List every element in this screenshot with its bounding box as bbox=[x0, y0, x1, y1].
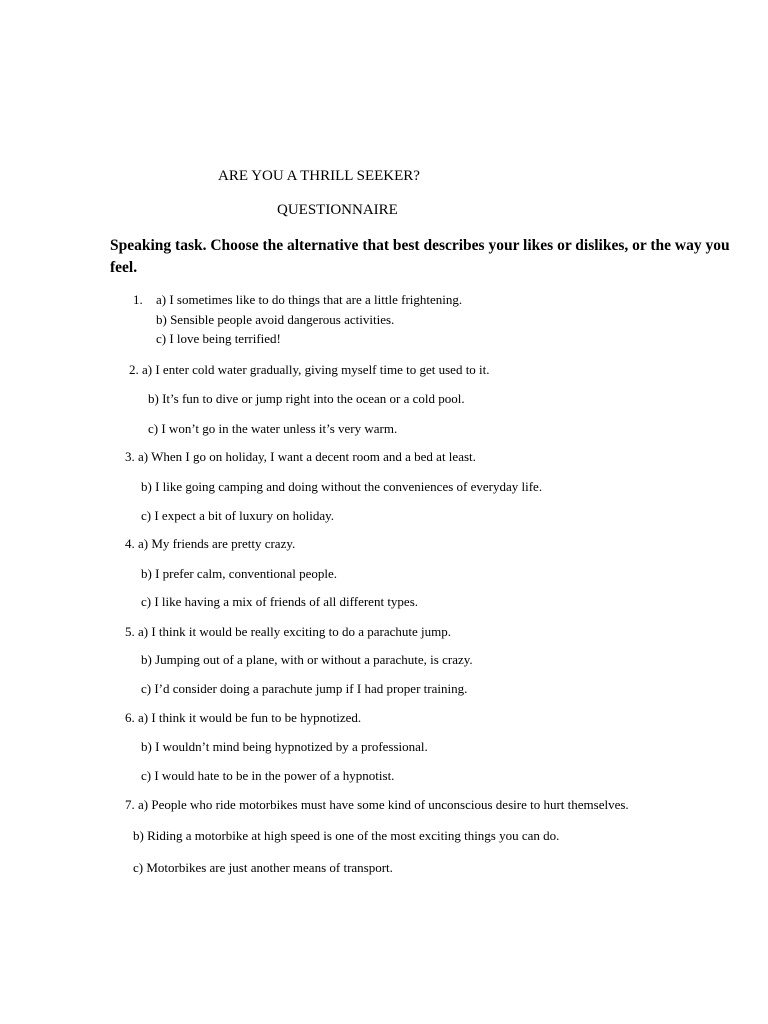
q7-option-b: b) Riding a motorbike at high speed is one of the most exciting things you can do. bbox=[133, 828, 560, 843]
q2-option-b: b) It’s fun to dive or jump right into the ocean or a cold pool. bbox=[148, 391, 465, 406]
q5-option-a: 5. a) I think it would be really exciting to do a parachute jump. bbox=[125, 624, 451, 639]
q5-option-b: b) Jumping out of a plane, with or without a parachute, is crazy. bbox=[141, 652, 473, 667]
q1-option-a: a) I sometimes like to do things that are a little frightening. bbox=[156, 292, 463, 307]
q4-option-b: b) I prefer calm, conventional people. bbox=[141, 566, 337, 581]
q7-option-c: c) Motorbikes are just another means of transport. bbox=[133, 860, 393, 875]
q6-option-c: c) I would hate to be in the power of a hypnotist. bbox=[141, 768, 395, 783]
q2-option-c: c) I won’t go in the water unless it’s very warm. bbox=[148, 421, 398, 436]
q7-option-a: 7. a) People who ride motorbikes must have some kind of unconscious desire to hurt themselves. bbox=[125, 797, 629, 812]
document-subtitle: QUESTIONNAIRE bbox=[277, 202, 398, 218]
q6-option-a: 6. a) I think it would be fun to be hypnotized. bbox=[125, 710, 362, 725]
instructions: Speaking task. Choose the alternative that best describes your likes or dislikes, or the way you feel. bbox=[110, 237, 730, 276]
q3-option-c: c) I expect a bit of luxury on holiday. bbox=[141, 508, 335, 523]
q5-option-c: c) I’d consider doing a parachute jump if I had proper training. bbox=[141, 681, 468, 696]
document-title: ARE YOU A THRILL SEEKER? bbox=[218, 168, 420, 184]
q6-option-b: b) I wouldn’t mind being hypnotized by a professional. bbox=[141, 739, 428, 754]
q1-option-c: c) I love being terrified! bbox=[156, 331, 281, 346]
q3-option-a: 3. a) When I go on holiday, I want a decent room and a bed at least. bbox=[125, 449, 476, 464]
q4-option-c: c) I like having a mix of friends of all different types. bbox=[141, 594, 419, 609]
q1-number: 1. bbox=[133, 292, 143, 307]
q4-option-a: 4. a) My friends are pretty crazy. bbox=[125, 536, 296, 551]
q2-option-a: 2. a) I enter cold water gradually, giving myself time to get used to it. bbox=[129, 362, 490, 377]
q1-option-b: b) Sensible people avoid dangerous activities. bbox=[156, 312, 395, 327]
q3-option-b: b) I like going camping and doing without the conveniences of everyday life. bbox=[141, 479, 543, 494]
